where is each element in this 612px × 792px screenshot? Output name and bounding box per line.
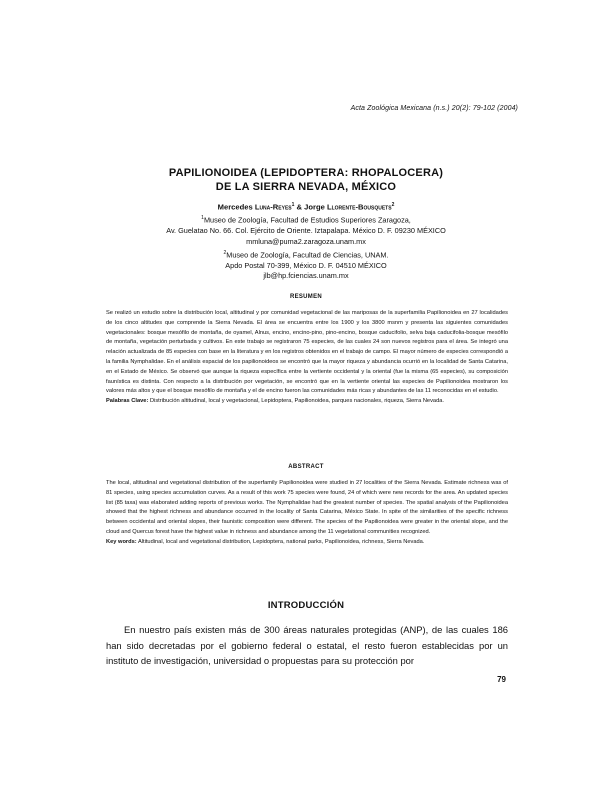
resumen-keywords-text: Distribución altitudinal, local y vegetacional, Lepidoptera, Papilionoidea, parques nacionales, riqueza, Sierra Nevada. bbox=[149, 398, 445, 405]
author-2-affiliation-mark: 2 bbox=[391, 202, 395, 208]
introduccion-heading: INTRODUCCIÓN bbox=[267, 600, 345, 611]
author-2-last-name: Llorente-Bousquets bbox=[326, 202, 392, 212]
resumen-body bbox=[106, 309, 508, 407]
resumen-keywords bbox=[106, 397, 508, 407]
resumen-text: Se realizó un estudio sobre la distribución local, altitudinal y por comunidad vegetacional de las mariposas de la superfamilia Papilionoidea en 27 localidades de los cinco altitudes que comprende la Sierra Nevada. El área se encuentra entre los 1900 y los 3800 msnm y presenta las siguientes comunidades vegetacionales: bosque mesófilo de montaña, de oyamel, Alnus, encino, encino-pino, pino-encino, bosque caducifolio, selva baja caducifolia-bosque mesófilo de montaña, vegetación perturbada y cultivos. En este trabajo se registraron 75 especies, de las cuales 24 son nuevos registros para el área. Se integró una relación actualizada de 85 especies con base en la literatura y en los registros obtenidos en el trabajo de campo. El mayor número de especies correspondió a la familia Nymphalidae. En el análisis espacial de los papilionoideos se encontró que la mayor riqueza y abundancia ocurrió en la localidad de Santa Catarina, en el Estado de México. Se observó que aunque la riqueza específica entre la vertiente occidental y la oriental (fue la misma (65 especies), su composición faunística es distinta. Con respecto a la distribución por vegetación, se encontró que en la vertiente oriental las especies de Papilionoidea mostraron los valores más altos y que el bosque mesófilo de montaña y el de encino fueron las comunidades más ricas y abundantes de las 11 reconocidas en el estudio. bbox=[106, 310, 508, 395]
introduccion-body bbox=[106, 622, 508, 669]
affiliation-2-line-2: Apdo Postal 70-399, México D. F. 04510 MÉXICO bbox=[225, 260, 387, 270]
affiliation-1-line-2: Av. Guelatao No. 66. Col. Ejército de Oriente. Iztapalapa. México D. F. 09230 MÉXICO bbox=[166, 226, 446, 236]
title-line-1: PAPILIONOIDEA (LEPIDOPTERA: RHOPALOCERA) bbox=[168, 167, 444, 179]
affiliation-1-mark: 1 bbox=[201, 215, 204, 221]
abstract-text: The local, altitudinal and vegetational distribution of the superfamily Papilionoidea were studied in 27 localities of the Sierra Nevada. Estimate richness was of 81 species, using species accumulation curves. As a result of this work 75 species were found, 24 of which were new records for the area. An updated species list (85 taxa) was elaborated adding reports of previous works. The Nymphalidae had the greatest number of species. The spatial analysis of the Papilionoidea showed that the highest richness and abundance occurred in the locality of Santa Catarina, México State. In spite of the similarities of the specific richness between occidental and oriental slopes, their faunistic composition were different. The species of the Papilionoidea were greater in the oriental slope, and the cloud and Quercus forest have the highest value in richness and abundance among the 11 vegetational communities recognized. bbox=[106, 480, 508, 535]
author-1-first-name: Mercedes bbox=[217, 202, 253, 212]
page-number: 79 bbox=[497, 675, 506, 684]
affiliations bbox=[0, 213, 612, 282]
author-1-affiliation-mark: 1 bbox=[291, 202, 295, 208]
abstract-body bbox=[106, 479, 508, 548]
author-ampersand: & bbox=[296, 202, 303, 212]
affiliation-2-email: jlb@hp.fciencias.unam.mx bbox=[263, 271, 349, 281]
affiliation-1-line-1: $^1$Museo de Zoología, Facultad de Estudios Superiores Zaragoza, bbox=[201, 215, 411, 225]
author-1-last-name: Luna-Reyes bbox=[254, 202, 292, 212]
abstract-heading: ABSTRACT bbox=[288, 464, 324, 470]
affiliation-2-mark: 2 bbox=[223, 249, 227, 256]
author-line bbox=[0, 202, 612, 212]
abstract-keywords bbox=[106, 538, 508, 548]
introduccion-paragraph: En nuestro país existen más de 300 áreas naturales protegidas (ANP), de las cuales 186 han sido decretadas por el gobierno federal o estatal, el resto fueron establecidas por un instituto de investigación, universidad o propuestas para su protección por bbox=[106, 624, 508, 666]
affiliation-2-line-1: $^2$Museo de Zoología, Facultad de Ciencias, UNAM. bbox=[223, 249, 389, 259]
title-line-2: DE LA SIERRA NEVADA, MÉXICO bbox=[215, 181, 397, 193]
abstract-keywords-label: Key words: bbox=[106, 538, 137, 545]
resumen-keywords-label: Palabras Clave: bbox=[106, 398, 149, 405]
author-2-first-name: Jorge bbox=[304, 202, 325, 212]
resumen-heading: RESUMEN bbox=[289, 294, 323, 300]
affiliation-1-email: mmluna@puma2.zaragoza.unam.mx bbox=[246, 236, 366, 246]
paper-title bbox=[0, 166, 612, 194]
journal-reference: Acta Zoológica Mexicana (n.s.) 20(2): 79-102 (2004) bbox=[350, 105, 518, 112]
abstract-keywords-text: Altitudinal, local and vegetational distribution, Lepidoptera, national parks, Papilionoidea, richness, Sierra Nevada. bbox=[137, 538, 425, 545]
